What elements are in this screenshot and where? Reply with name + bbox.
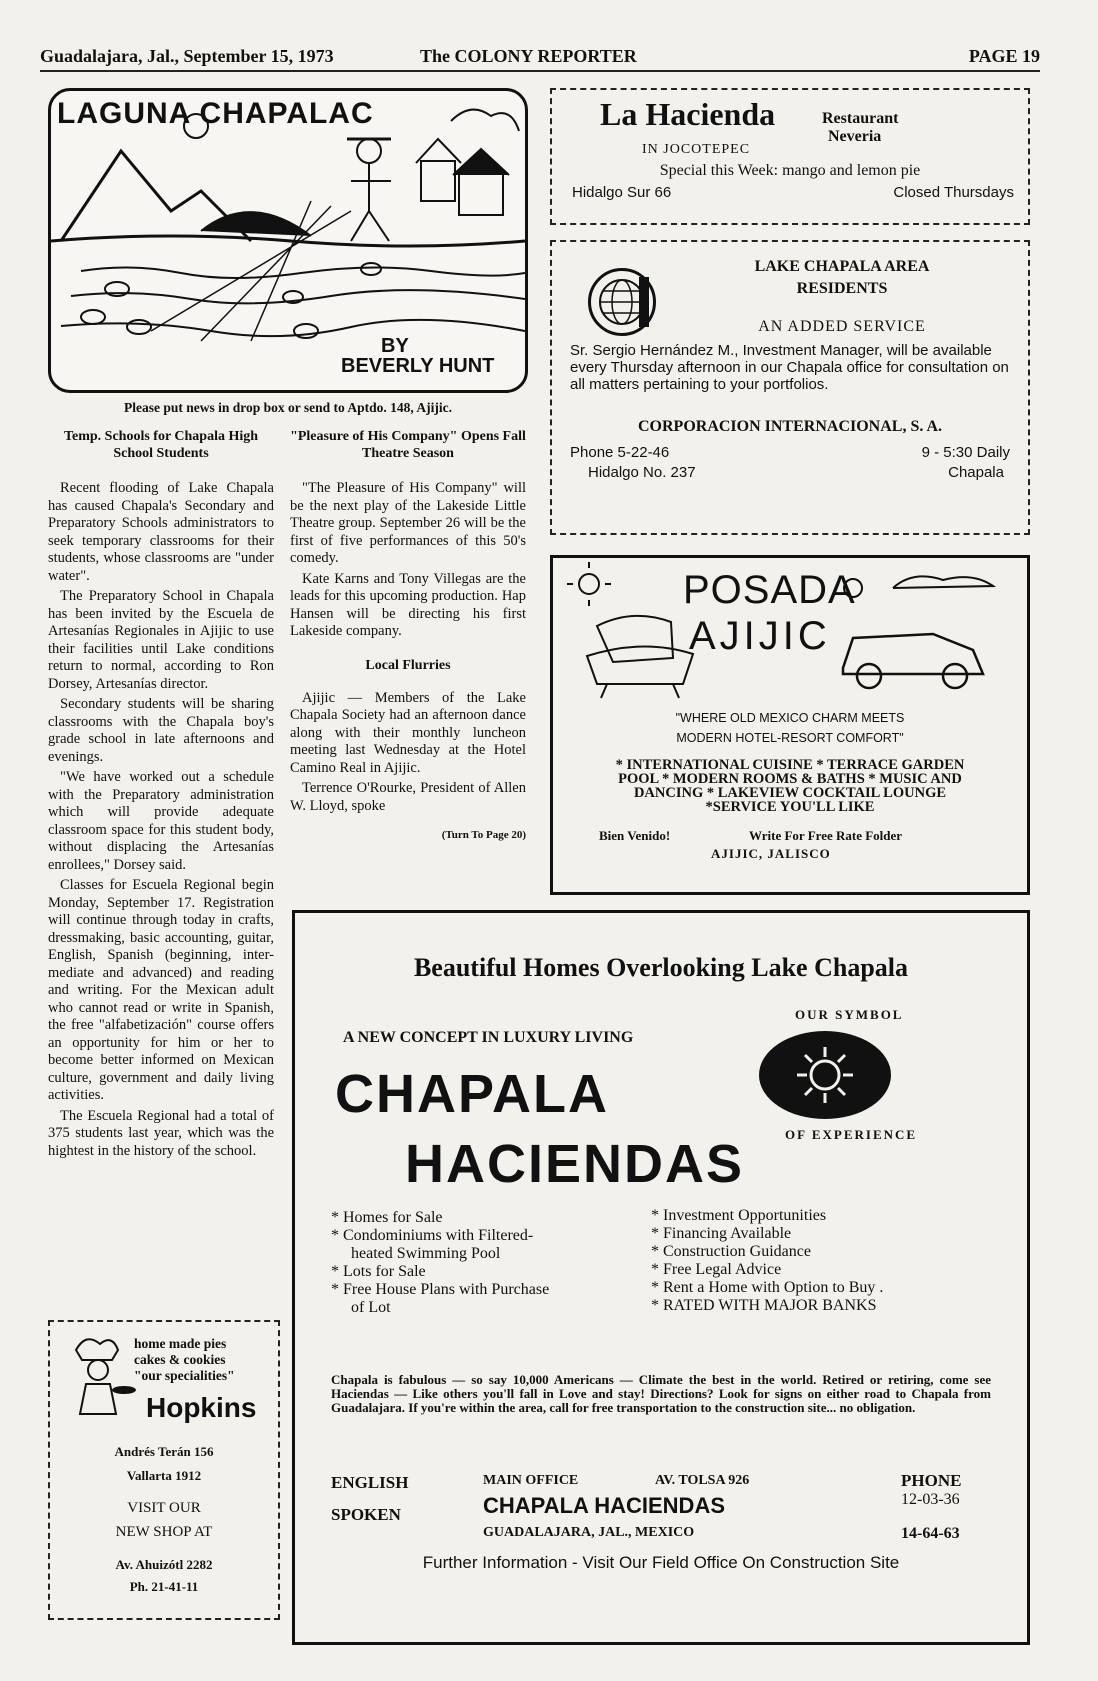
symbol-top-text: OUR SYMBOL <box>795 1007 904 1022</box>
list-item: * Homes for Sale <box>331 1209 443 1226</box>
lcaa-body: Sr. Sergio Hernández M., Investment Manager, will be available every Thursday afternoon in our Chapala office for consultation on all matters pertaining to your portfolios. <box>570 342 1009 393</box>
features-line1: * INTERNATIONAL CUISINE * TERRACE GARDEN <box>615 757 965 773</box>
symbol-of-experience-emblem <box>757 1017 897 1127</box>
hopkins-tagline <box>134 1336 235 1384</box>
list-item: * Financing Available <box>651 1225 792 1242</box>
list-item: * Lots for Sale <box>331 1263 426 1280</box>
company-city: GUADALAJARA, JAL., MEXICO <box>483 1525 695 1540</box>
homes-concept: A NEW CONCEPT IN LUXURY LIVING <box>343 1029 634 1046</box>
laguna-title: LAGUNA CHAPALAC <box>57 97 374 130</box>
hopkins-shop <box>50 1554 278 1598</box>
hopkins-address-2: Vallarta 1912 <box>126 1468 202 1483</box>
hacienda-type-neveria: Neveria <box>828 128 882 145</box>
chapala-haciendas-ad <box>292 910 1030 1645</box>
hopkins-addresses <box>50 1440 278 1488</box>
features-line4: *SERVICE YOU'LL LIKE <box>705 799 875 815</box>
masthead-date: Guadalajara, Jal., September 15, 1973 <box>40 46 334 66</box>
article-temp-schools <box>48 428 274 1163</box>
symbol-bottom-text: OF EXPERIENCE <box>785 1127 918 1142</box>
chef-illustration <box>56 1330 136 1420</box>
chapala-logo: CHAPALA <box>335 1064 609 1124</box>
lcaa-city: Chapala <box>948 464 1004 481</box>
hacienda-location: IN JOCOTEPEC <box>642 142 751 157</box>
ajijic-word: AJIJIC <box>689 614 831 658</box>
list-item: * Rent a Home with Option to Buy . <box>651 1279 884 1296</box>
artist-credit <box>341 336 494 376</box>
posada-folder: Write For Free Rate Folder <box>749 828 903 843</box>
article-body <box>48 480 274 1160</box>
masthead <box>40 46 1040 72</box>
list-item: * Free Legal Advice <box>651 1261 782 1278</box>
lcaa-hours: 9 - 5:30 Daily <box>921 444 1010 461</box>
artist-name: BEVERLY HUNT <box>341 355 495 377</box>
hopkins-name: Hopkins <box>146 1392 257 1423</box>
lcaa-address: Hidalgo No. 237 <box>588 464 696 481</box>
posada-tagline <box>553 708 1027 748</box>
list-item: * Investment Opportunities <box>651 1207 827 1224</box>
hopkins-visit <box>50 1496 278 1544</box>
lcaa-phone: Phone 5-22-46 <box>570 444 670 461</box>
phone-label: PHONE <box>901 1471 962 1490</box>
list-item: * Condominiums with Filtered-heated Swimming Pool <box>331 1227 534 1262</box>
hacienda-special: Special this Week: mango and lemon pie <box>659 162 921 179</box>
corporacion-internacional-ad <box>550 240 1030 535</box>
posada-ajijic-ad <box>550 555 1030 895</box>
lcaa-title <box>672 258 1012 298</box>
local-flurries-headline: Local Flurries <box>365 657 451 673</box>
hacienda-address: Hidalgo Sur 66 <box>572 184 672 201</box>
posada-place: AJIJIC, JALISCO <box>711 846 831 861</box>
hacienda-type-restaurant: Restaurant <box>822 110 899 127</box>
office-avenue: AV. TOLSA 926 <box>655 1473 750 1488</box>
main-office-label: MAIN OFFICE <box>483 1473 579 1488</box>
lcaa-subtitle: AN ADDED SERVICE <box>758 318 926 335</box>
turn-to-page: (Turn To Page 20) <box>441 829 526 841</box>
spoken-label: SPOKEN <box>331 1505 401 1524</box>
tagline-line2: MODERN HOTEL-RESORT COMFORT" <box>676 731 904 745</box>
homes-footer: Further Information - Visit Our Field Office On Construction Site <box>422 1553 900 1572</box>
list-item: * RATED WITH MAJOR BANKS <box>651 1297 877 1314</box>
posada-word: POSADA <box>683 568 856 612</box>
haciendas-logo: HACIENDAS <box>405 1134 745 1194</box>
paragraph: The Preparatory School in Chapala has been invited by the Escuela de Artesanías Regionales in Ajijic to use their facilities until Lake conditions return to normal, according to Ron Dorsey, Artesanías director. <box>48 588 274 692</box>
laguna-illustration <box>48 88 528 393</box>
article-headline: Temp. Schools for Chapala High School Students <box>63 429 259 461</box>
homes-left-list <box>331 1209 561 1317</box>
local-flurries-body <box>290 690 526 816</box>
hopkins-address-1: Andrés Terán 156 <box>114 1444 214 1459</box>
features-line2: POOL * MODERN ROOMS & BATHS * MUSIC AND <box>618 771 962 787</box>
article-theatre <box>290 428 526 841</box>
lcaa-title-line1: LAKE CHAPALA AREA <box>754 258 930 275</box>
hopkins-address-3: Av. Ahuizótl 2282 <box>115 1557 213 1572</box>
tagline-line1: "WHERE OLD MEXICO CHARM MEETS <box>675 711 905 725</box>
masthead-paper: The COLONY REPORTER <box>420 46 637 66</box>
globe-icon <box>591 271 653 333</box>
paragraph: The Escuela Regional had a total of 375 students last year, which was the hightest in the history of the school. <box>48 1107 274 1159</box>
phone-number-1: 12-03-36 <box>901 1491 960 1508</box>
hacienda-closed: Closed Thursdays <box>893 184 1014 201</box>
masthead-rule <box>40 70 1040 72</box>
lcaa-company: CORPORACION INTERNACIONAL, S. A. <box>637 418 943 435</box>
paragraph: Recent flooding of Lake Chapala has caused Chapala's Secondary and Preparatory Schools administrators to seek temporary classrooms for their students, whose classrooms are "under water". <box>48 480 274 584</box>
by-label: BY <box>381 335 409 357</box>
homes-right-list <box>651 1207 951 1315</box>
article-headline: "Pleasure of His Company" Opens Fall Theatre Season <box>290 429 526 461</box>
paragraph: Classes for Escuela Regional begin Monday, September 17. Registration will continue through today in crafts, dressmaking, basic accounting, guitar, English, Spanish (beginning, inter-mediate and advanced) and reading and writing. For the Mexican adult who cannot read or write in Spanish, the free "alfabetización" course offers an opportunity for him or her to become better informed on Mexican culture, government and daily living activities. <box>48 877 274 1103</box>
hopkins-phone: Ph. 21-41-11 <box>129 1579 199 1594</box>
hopkins-ad <box>48 1320 280 1620</box>
paragraph: Secondary students will be sharing classrooms with the Chapala boy's grade school in late afternoons and evenings. <box>48 696 274 765</box>
posada-welcome: Bien Venido! <box>599 828 671 843</box>
paragraph: "We have worked out a schedule with the Preparatory administration which will provide adequate classroom space for this student body, without displacing the Artesanías enrollees," Dorsey said. <box>48 769 274 873</box>
company-name: CHAPALA HACIENDAS <box>483 1493 725 1518</box>
tagline-line3: "our specialities" <box>134 1368 235 1383</box>
list-item: * Free House Plans with Purchase of Lot <box>331 1281 550 1316</box>
la-hacienda-ad <box>550 88 1030 225</box>
paragraph: Ajijic — Members of the Lake Chapala Society had an afternoon dance along with their monthly luncheon meeting last Wednesday at the Hotel Camino Real in Ajijic. <box>290 689 526 776</box>
english-label: ENGLISH <box>331 1473 409 1492</box>
paragraph: Kate Karns and Tony Villegas are the leads for this upcoming production. Hap Hansen will be directing his first Lakeside company. <box>290 570 526 639</box>
posada-features <box>567 758 1013 814</box>
laguna-caption: Please put news in drop box or send to Aptdo. 148, Ajijic. <box>123 400 453 415</box>
homes-body: Chapala is fabulous — so say 10,000 Americans — Climate the best in the world. Retired or retiring, come see Haciendas — Like others you'll fall in Love and stay! Directions? Look for signs on either road to Chapala from Guadalajara. If you're within the area, call for free transportation to the construction site... no obligation. <box>331 1372 991 1415</box>
visit-line1: VISIT OUR <box>127 1500 201 1516</box>
tagline-line2: cakes & cookies <box>134 1352 226 1367</box>
hacienda-name: La Hacienda <box>600 96 776 132</box>
lcaa-title-line2: RESIDENTS <box>796 280 888 297</box>
phone-number-2: 14-64-63 <box>901 1525 960 1542</box>
masthead-page: PAGE 19 <box>968 46 1040 66</box>
tagline-line1: home made pies <box>134 1336 227 1351</box>
paragraph: "The Pleasure of His Company" will be the next play of the Lakeside Little Theatre group. September 26 will be the first of five performances of this 50's comedy. <box>290 480 526 566</box>
features-line3: DANCING * LAKEVIEW COCKTAIL LOUNGE <box>633 785 947 801</box>
homes-headline: Beautiful Homes Overlooking Lake Chapala <box>413 953 909 982</box>
paragraph: Terrence O'Rourke, President of Allen W. Lloyd, spoke <box>290 780 526 814</box>
visit-line2: NEW SHOP AT <box>115 1524 213 1540</box>
list-item: * Construction Guidance <box>651 1243 811 1260</box>
article-body <box>290 480 526 641</box>
ci-logo <box>588 268 656 336</box>
